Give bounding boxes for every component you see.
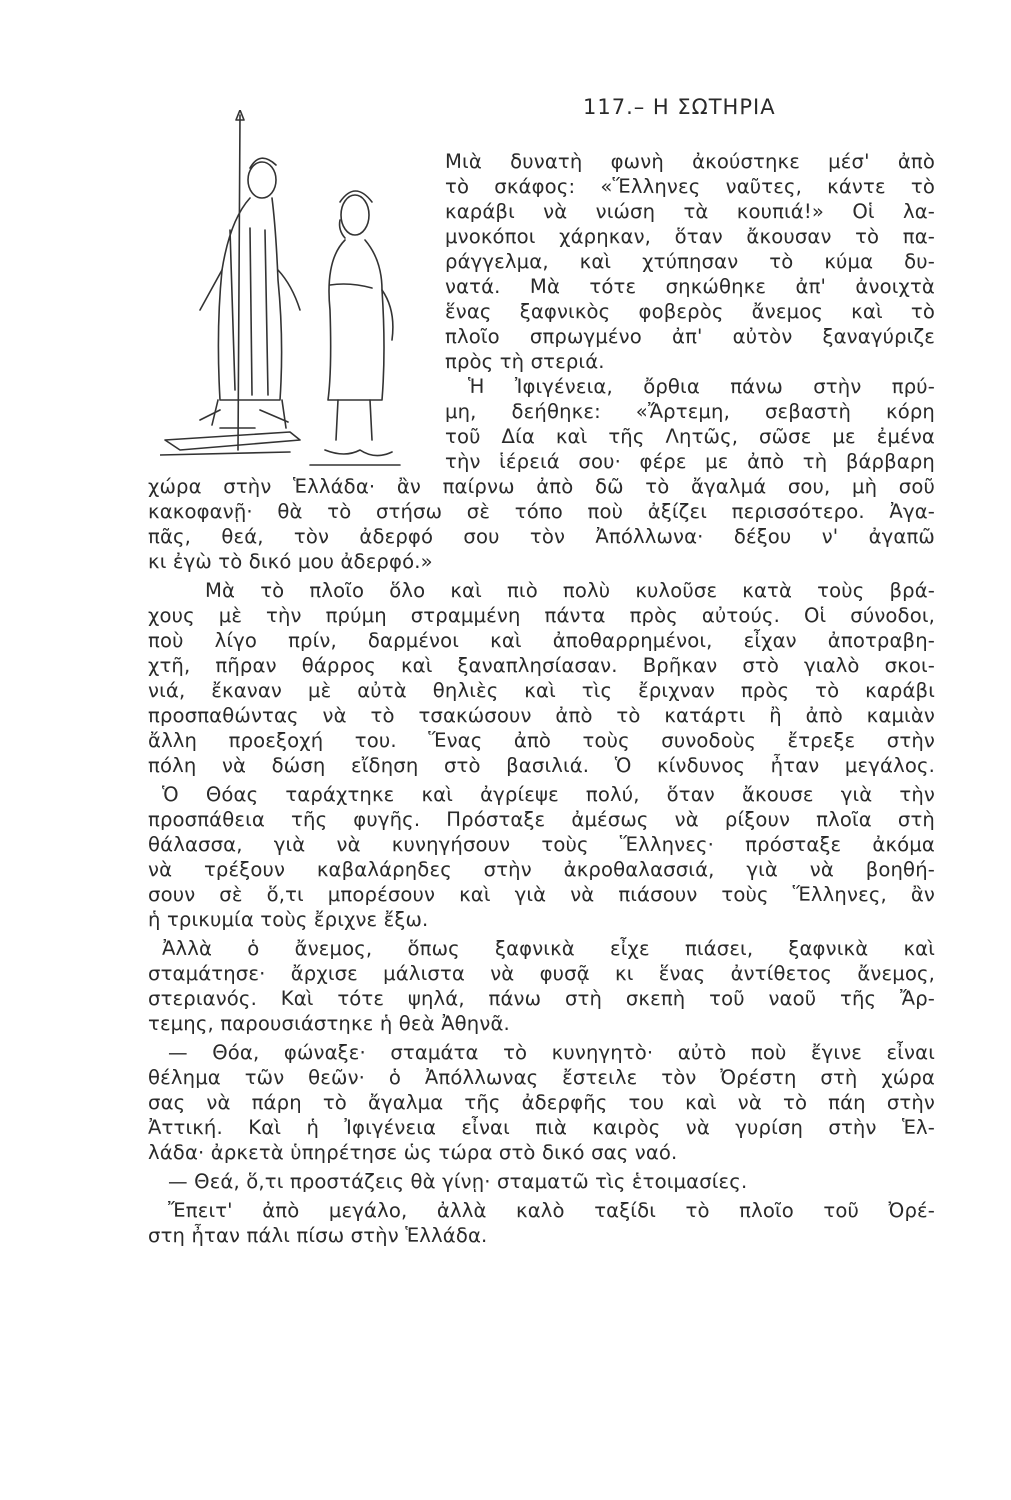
- text-line-14: χώρα στὴν Ἑλλάδα· ἂν παίρνω ἀπὸ δῶ τὸ ἄγαλμά σου, μὴ σοῦ: [148, 475, 935, 498]
- text-line-31: ἡ τρικυμία τοὺς ἔριχνε ἔξω.: [148, 908, 429, 931]
- text-line-32: Ἀλλὰ ὁ ἄνεμος, ὅπως ξαφνικὰ εἶχε πιάσει, ξαφνικὰ καὶ: [162, 937, 935, 960]
- illustration-figures: [160, 110, 410, 480]
- text-line-5: ράγγελμα, καὶ χτύπησαν τὸ κύμα δυ-: [445, 250, 935, 273]
- text-line-30: σουν σὲ ὅ,τι μπορέσουν καὶ γιὰ νὰ πιάσουν τοὺς Ἕλληνες, ἂν: [148, 883, 935, 906]
- text-line-19: χους μὲ τὴν πρύμη στραμμένη πάντα πρὸς αὐτούς. Οἱ σύνοδοι,: [148, 604, 935, 627]
- text-line-20: ποὺ λίγο πρίν, δαρμένοι καὶ ἀποθαρρημένοι, εἶχαν ἀποτραβη-: [148, 629, 935, 652]
- text-line-6: νατά. Μὰ τότε σηκώθηκε ἀπ' ἀνοιχτὰ: [445, 275, 935, 298]
- text-line-28: θάλασσα, γιὰ νὰ κυνηγήσουν τοὺς Ἕλληνες· πρόσταξε ἀκόμα: [148, 833, 935, 856]
- chapter-title: 117.– Η ΣΩΤΗΡΙΑ: [583, 95, 776, 119]
- text-line-12: τοῦ Δία καὶ τῆς Λητῶς, σῶσε με ἐμένα: [445, 425, 935, 448]
- text-line-38: σας νὰ πάρη τὸ ἄγαλμα τῆς ἀδερφῆς του καὶ νὰ τὸ πάη στὴν: [148, 1091, 935, 1114]
- text-line-25: πόλη νὰ δώση εἴδηση στὸ βασιλιά. Ὁ κίνδυνος ἦταν μεγάλος.: [148, 754, 935, 777]
- text-line-11: μη, δεήθηκε: «Ἄρτεμη, σεβαστὴ κόρη: [445, 400, 935, 423]
- text-line-33: σταμάτησε· ἄρχισε μάλιστα νὰ φυσᾷ κι ἕνας ἀντίθετος ἄνεμος,: [148, 962, 935, 985]
- text-line-21: χτῆ, πῆραν θάρρος καὶ ξαναπλησίασαν. Βρῆκαν στὸ γιαλὸ σκοι-: [148, 654, 935, 677]
- text-line-37: θέλημα τῶν θεῶν· ὁ Ἀπόλλωνας ἔστειλε τὸν Ὀρέστη στὴ χώρα: [148, 1066, 935, 1089]
- text-line-24: ἄλλη προεξοχή του. Ἕνας ἀπὸ τοὺς συνοδοὺς ἔτρεξε στὴν: [148, 729, 935, 752]
- text-line-15: κακοφανῇ· θὰ τὸ στήσω σὲ τόπο ποὺ ἀξίζει περισσότερο. Ἀγα-: [148, 500, 935, 523]
- text-line-26: Ὁ Θόας ταράχτηκε καὶ ἀγρίεψε πολύ, ὅταν ἄκουσε γιὰ τὴν: [162, 783, 935, 806]
- text-line-17: κι ἐγὼ τὸ δικό μου ἀδερφό.»: [148, 550, 433, 573]
- man-figure: [310, 191, 400, 465]
- text-line-3: καράβι νὰ νιώση τὰ κουπιά!» Οἱ λα-: [445, 200, 935, 223]
- text-line-10: Ἡ Ἰφιγένεια, ὄρθια πάνω στὴν πρύ-: [468, 375, 935, 398]
- text-line-27: προσπάθεια τῆς φυγῆς. Πρόσταξε ἀμέσως νὰ ρίξουν πλοῖα στὴ: [148, 808, 935, 831]
- text-line-4: μνοκόποι χάρηκαν, ὅταν ἄκουσαν τὸ πα-: [445, 225, 935, 248]
- text-line-42: Ἔπειτ' ἀπὸ μεγάλο, ἀλλὰ καλὸ ταξίδι τὸ πλοῖο τοῦ Ὀρέ-: [168, 1199, 935, 1222]
- text-line-16: πᾶς, θεά, τὸν ἀδερφό σου τὸν Ἀπόλλωνα· δέξου ν' ἀγαπῶ: [148, 525, 935, 548]
- text-line-40: λάδα· ἀρκετὰ ὑπηρέτησε ὡς τώρα στὸ δικό σας ναό.: [148, 1141, 678, 1164]
- text-line-18: Μὰ τὸ πλοῖο ὅλο καὶ πιὸ πολὺ κυλοῦσε κατὰ τοὺς βρά-: [205, 579, 935, 602]
- text-line-36: — Θόα, φώναξε· σταμάτα τὸ κυνηγητὸ· αὐτὸ ποὺ ἔγινε εἶναι: [168, 1041, 935, 1064]
- text-line-2: τὸ σκάφος: «Ἕλληνες ναῦτες, κάντε τὸ: [445, 175, 935, 198]
- text-line-29: νὰ τρέξουν καβαλάρηδες στὴν ἀκροθαλασσιά, γιὰ νὰ βοηθή-: [148, 858, 935, 881]
- text-line-39: Ἀττική. Καὶ ἡ Ἰφιγένεια εἶναι πιὰ καιρὸς νὰ γυρίση στὴν Ἑλ-: [148, 1116, 935, 1139]
- text-line-23: προσπαθώντας νὰ τὸ τσακώσουν ἀπὸ τὸ κατάρτι ἢ ἀπὸ καμιὰν: [148, 704, 935, 727]
- text-line-41: — Θεά, ὅ,τι προστάζεις θὰ γίνῃ· σταματῶ τὶς ἑτοιμασίες.: [168, 1170, 748, 1193]
- text-line-7: ἕνας ξαφνικὸς φοβερὸς ἄνεμος καὶ τὸ: [445, 300, 935, 323]
- text-line-1: Μιὰ δυνατὴ φωνὴ ἀκούστηκε μέσ' ἀπὸ: [445, 150, 935, 173]
- text-line-34: στεριανός. Καὶ τότε ψηλά, πάνω στὴ σκεπὴ τοῦ ναοῦ τῆς Ἄρ-: [148, 987, 935, 1010]
- text-line-9: πρὸς τὴ στεριά.: [445, 350, 605, 373]
- goddess-figure: [160, 110, 300, 455]
- text-line-35: τεμης, παρουσιάστηκε ἡ θεὰ Ἀθηνᾶ.: [148, 1012, 510, 1035]
- text-line-22: νιά, ἔκαναν μὲ αὐτὰ θηλιὲς καὶ τὶς ἔριχναν πρὸς τὸ καράβι: [148, 679, 935, 702]
- text-line-8: πλοῖο σπρωγμένο ἀπ' αὐτὸν ξαναγύριζε: [445, 325, 935, 348]
- text-line-13: τὴν ἱέρειά σου· φέρε με ἀπὸ τὴ βάρβαρη: [445, 450, 935, 473]
- text-line-43: στη ἦταν πάλι πίσω στὴν Ἑλλάδα.: [148, 1224, 488, 1247]
